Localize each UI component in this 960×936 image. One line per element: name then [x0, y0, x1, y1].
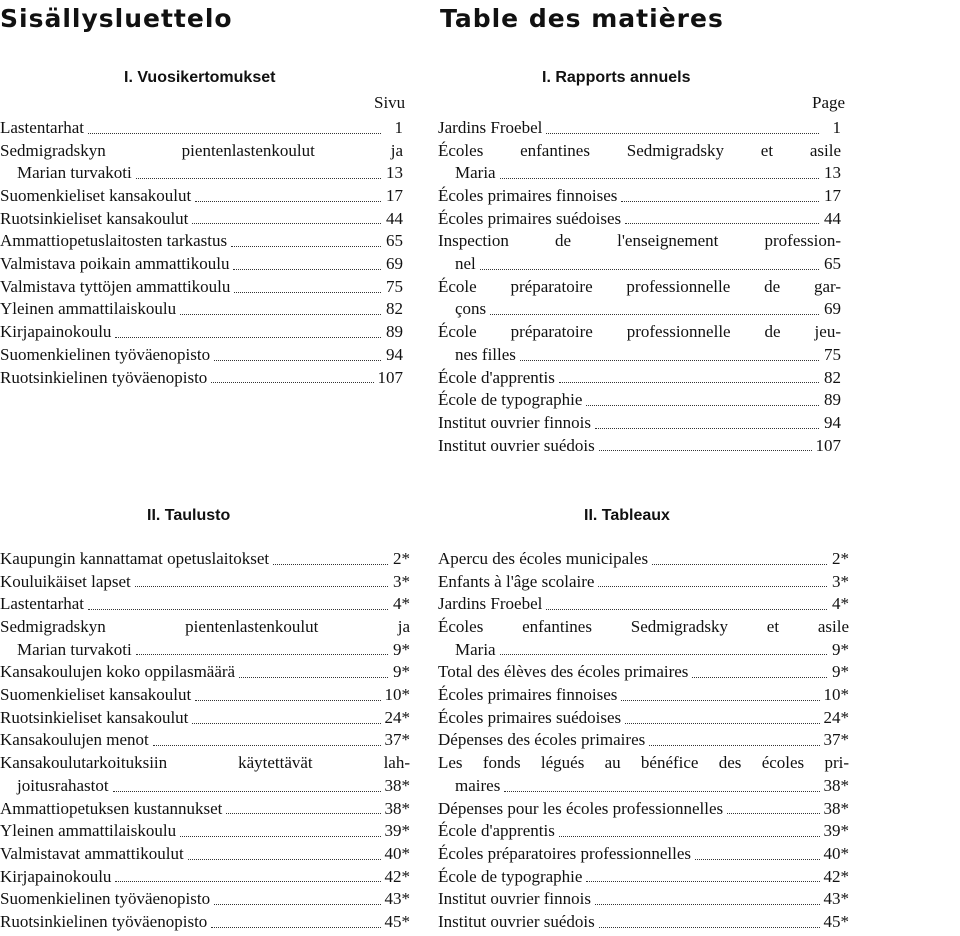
page-number: 38*	[823, 775, 849, 795]
entry-title: Ruotsinkieliset kansakoulut	[0, 707, 189, 727]
page-number: 40*	[384, 843, 410, 863]
entry-title: çons	[455, 299, 487, 319]
dot-leader	[546, 609, 827, 610]
finnish-table-entry	[0, 684, 410, 707]
french-annual-report-entry	[438, 412, 841, 435]
french-annual-report-entry	[438, 185, 841, 208]
page-number: 24*	[384, 707, 410, 727]
french-table-entry	[438, 752, 849, 775]
dot-leader	[625, 223, 819, 224]
dot-leader	[649, 745, 819, 746]
dot-leader	[192, 223, 381, 224]
entry-title: maires	[455, 775, 501, 795]
finnish-table-entry	[0, 571, 410, 594]
page-number: 107	[377, 367, 403, 387]
dot-leader	[195, 201, 381, 202]
finnish-table-entry	[0, 616, 410, 639]
page-number: 13	[386, 163, 403, 183]
finnish-table-entry	[0, 843, 410, 866]
entry-title: Sedmigradskyn pientenlastenkoulut ja	[0, 140, 403, 160]
dot-leader	[234, 292, 381, 293]
page-number: 3*	[393, 571, 410, 591]
entry-title: Maria	[455, 639, 496, 659]
dot-leader	[504, 791, 819, 792]
french-table-entry	[438, 911, 849, 934]
entry-title: École d'apprentis	[438, 821, 555, 841]
page-number: 82	[386, 299, 403, 319]
page-number: 9*	[832, 639, 849, 659]
entry-title: joitusrahastot	[17, 775, 109, 795]
entry-title: Institut ouvrier suédois	[438, 911, 595, 931]
page-number: 1	[832, 117, 841, 137]
entry-title: Écoles primaires suédoises	[438, 707, 622, 727]
finnish-title: Sisällysluettelo	[0, 4, 233, 33]
entry-title: Kansakoulujen menot	[0, 730, 149, 750]
dot-leader	[233, 269, 381, 270]
page-number: 3*	[832, 571, 849, 591]
entry-title: Écoles enfantines Sedmigradsky et asile	[438, 140, 841, 160]
finnish-table-entry	[0, 707, 410, 730]
dot-leader	[88, 133, 381, 134]
page-number: 37*	[384, 730, 410, 750]
entry-title: Kansakoulutarkoituksiin käytettävät lah-	[0, 753, 410, 773]
dot-leader	[188, 859, 381, 860]
page-number: 9*	[393, 662, 410, 682]
entry-title: Ammattiopetuksen kustannukset	[0, 798, 223, 818]
page-number: 4*	[393, 594, 410, 614]
dot-leader	[214, 904, 380, 905]
entry-title: Apercu des écoles municipales	[438, 548, 649, 568]
french-table-entry	[438, 593, 849, 616]
finnish-table-entry	[0, 661, 410, 684]
dot-leader	[695, 859, 819, 860]
french-title: Table des matières	[440, 4, 724, 33]
finnish-annual-report-entry	[0, 367, 403, 390]
entry-title: École de typographie	[438, 390, 583, 410]
entry-title: Valmistavat ammattikoulut	[0, 843, 184, 863]
french-annual-report-entry	[438, 208, 841, 231]
page-number: 2*	[832, 548, 849, 568]
entry-title: Kaupungin kannattamat opetuslaitokset	[0, 548, 270, 568]
finnish-table-entry	[0, 866, 410, 889]
dot-leader	[115, 337, 381, 338]
dot-leader	[195, 700, 380, 701]
finnish-annual-reports-list	[0, 117, 403, 389]
entry-title: Total des élèves des écoles primaires	[438, 662, 689, 682]
entry-title: Valmistava tyttöjen ammattikoulu	[0, 276, 231, 296]
page-number: 43*	[823, 889, 849, 909]
page-number: 10*	[823, 685, 849, 705]
dot-leader	[546, 133, 819, 134]
page-number: 89	[824, 390, 841, 410]
finnish-section-1-heading: I. Vuosikertomukset	[124, 69, 276, 86]
page-number: 1	[394, 117, 403, 137]
entry-title: Ruotsinkielinen työväenopisto	[0, 911, 208, 931]
dot-leader	[273, 564, 388, 565]
entry-title: nes filles	[455, 344, 516, 364]
french-section-2-heading: II. Tableaux	[584, 507, 670, 524]
dot-leader	[559, 382, 819, 383]
entry-title: Ruotsinkielinen työväenopisto	[0, 367, 208, 387]
finnish-annual-report-entry	[0, 230, 403, 253]
dot-leader	[136, 654, 388, 655]
entry-title: Dépenses des écoles primaires	[438, 730, 646, 750]
french-table-entry	[438, 775, 849, 798]
finnish-page-column-header: Sivu	[374, 93, 406, 112]
french-table-entry	[438, 866, 849, 889]
french-annual-report-entry	[438, 321, 841, 344]
dot-leader	[621, 700, 819, 701]
french-annual-report-entry	[438, 344, 841, 367]
finnish-table-entry	[0, 730, 410, 753]
dot-leader	[135, 586, 388, 587]
entry-title: Suomenkieliset kansakoulut	[0, 186, 192, 206]
finnish-table-entry	[0, 798, 410, 821]
page-number: 69	[824, 299, 841, 319]
dot-leader	[113, 791, 381, 792]
page-number: 10*	[384, 685, 410, 705]
entry-title: Écoles primaires finnoises	[438, 685, 618, 705]
finnish-section-2-heading: II. Taulusto	[147, 507, 231, 524]
entry-title: Jardins Froebel	[438, 117, 543, 137]
finnish-tables-list	[0, 548, 410, 934]
page-number: 39*	[823, 821, 849, 841]
dot-leader	[136, 178, 381, 179]
page-number: 17	[386, 186, 403, 206]
entry-title: Écoles primaires finnoises	[438, 186, 618, 206]
dot-leader	[180, 836, 380, 837]
page-number: 89	[386, 322, 403, 342]
entry-title: Lastentarhat	[0, 594, 85, 614]
page-number: 45*	[384, 911, 410, 931]
entry-title: Suomenkielinen työväenopisto	[0, 344, 211, 364]
dot-leader	[625, 723, 819, 724]
french-annual-report-entry	[438, 117, 841, 140]
entry-title: Yleinen ammattilaiskoulu	[0, 821, 177, 841]
dot-leader	[586, 881, 819, 882]
entry-title: Enfants à l'âge scolaire	[438, 571, 595, 591]
dot-leader	[214, 360, 381, 361]
french-page-column-header: Page	[812, 93, 846, 112]
french-table-entry	[438, 707, 849, 730]
french-table-entry	[438, 571, 849, 594]
finnish-table-entry	[0, 548, 410, 571]
page-number: 38*	[384, 798, 410, 818]
french-section-1-heading: I. Rapports annuels	[542, 69, 691, 86]
french-table-entry	[438, 798, 849, 821]
page-number: 69	[386, 254, 403, 274]
french-annual-report-entry	[438, 162, 841, 185]
finnish-annual-report-entry	[0, 117, 403, 140]
entry-title: Maria	[455, 163, 496, 183]
entry-title: Suomenkieliset kansakoulut	[0, 685, 192, 705]
dot-leader	[211, 927, 380, 928]
french-tables-list	[438, 548, 849, 934]
dot-leader	[652, 564, 827, 565]
french-annual-reports-list	[438, 117, 841, 457]
dot-leader	[180, 314, 381, 315]
finnish-annual-report-entry	[0, 321, 403, 344]
page-number: 13	[824, 163, 841, 183]
dot-leader	[599, 927, 820, 928]
page-number: 2*	[393, 548, 410, 568]
page-number: 9*	[832, 662, 849, 682]
entry-title: Dépenses pour les écoles professionnelles	[438, 798, 724, 818]
entry-title: Sedmigradskyn pientenlastenkoulut ja	[0, 617, 410, 637]
page-number: 38*	[384, 775, 410, 795]
entry-title: Institut ouvrier suédois	[438, 435, 595, 455]
page-number: 44	[824, 208, 841, 228]
page-number: 42*	[823, 866, 849, 886]
dot-leader	[500, 654, 827, 655]
finnish-table-entry	[0, 820, 410, 843]
entry-title: Kirjapainokoulu	[0, 322, 112, 342]
french-table-entry	[438, 684, 849, 707]
entry-title: Marian turvakoti	[17, 639, 132, 659]
page-number: 82	[824, 367, 841, 387]
french-annual-report-entry	[438, 276, 841, 299]
dot-leader	[559, 836, 820, 837]
dot-leader	[490, 314, 819, 315]
finnish-annual-report-entry	[0, 185, 403, 208]
entry-title: Écoles enfantines Sedmigradsky et asile	[438, 617, 849, 637]
dot-leader	[231, 246, 381, 247]
page-number: 24*	[823, 707, 849, 727]
finnish-annual-report-entry	[0, 140, 403, 163]
finnish-annual-report-entry	[0, 344, 403, 367]
entry-title: École d'apprentis	[438, 367, 555, 387]
french-table-entry	[438, 661, 849, 684]
french-annual-report-entry	[438, 367, 841, 390]
dot-leader	[226, 813, 380, 814]
page-number: 94	[386, 344, 403, 364]
page-number: 45*	[823, 911, 849, 931]
entry-title: Yleinen ammattilaiskoulu	[0, 299, 177, 319]
finnish-table-entry	[0, 911, 410, 934]
dot-leader	[621, 201, 819, 202]
entry-title: Jardins Froebel	[438, 594, 543, 614]
finnish-annual-report-entry	[0, 276, 403, 299]
dot-leader	[88, 609, 388, 610]
page-number: 38*	[823, 798, 849, 818]
french-table-entry	[438, 888, 849, 911]
entry-title: Ruotsinkieliset kansakoulut	[0, 208, 189, 228]
french-annual-report-entry	[438, 299, 841, 322]
entry-title: École de typographie	[438, 866, 583, 886]
entry-title: École préparatoire professionnelle de gar-	[438, 276, 841, 296]
finnish-annual-report-entry	[0, 162, 403, 185]
finnish-table-entry	[0, 775, 410, 798]
entry-title: Institut ouvrier finnois	[438, 412, 591, 432]
dot-leader	[595, 904, 820, 905]
dot-leader	[192, 723, 380, 724]
entry-title: Institut ouvrier finnois	[438, 889, 591, 909]
entry-title: École préparatoire professionnelle de jeu-	[438, 322, 841, 342]
dot-leader	[500, 178, 819, 179]
french-annual-report-entry	[438, 435, 841, 458]
finnish-annual-report-entry	[0, 299, 403, 322]
page-number: 65	[386, 231, 403, 251]
entry-title: Suomenkielinen työväenopisto	[0, 889, 211, 909]
dot-leader	[153, 745, 381, 746]
page-number: 44	[386, 208, 403, 228]
entry-title: Lastentarhat	[0, 117, 85, 137]
entry-title: Marian turvakoti	[17, 163, 132, 183]
page-number: 4*	[832, 594, 849, 614]
page-number: 43*	[384, 889, 410, 909]
french-annual-report-entry	[438, 230, 841, 253]
dot-leader	[115, 881, 380, 882]
page-number: 39*	[384, 821, 410, 841]
finnish-table-entry	[0, 593, 410, 616]
french-annual-report-entry	[438, 389, 841, 412]
french-annual-report-entry	[438, 253, 841, 276]
dot-leader	[211, 382, 373, 383]
french-table-entry	[438, 730, 849, 753]
dot-leader	[692, 677, 827, 678]
entry-title: Kirjapainokoulu	[0, 866, 112, 886]
entry-title: Les fonds légués au bénéfice des écoles pri-	[438, 753, 849, 773]
page-number: 9*	[393, 639, 410, 659]
entry-title: Ammattiopetuslaitosten tarkastus	[0, 231, 228, 251]
dot-leader	[727, 813, 819, 814]
page-number: 65	[824, 254, 841, 274]
page-number: 107	[815, 435, 841, 455]
page-number: 94	[824, 412, 841, 432]
french-table-entry	[438, 639, 849, 662]
page-number: 37*	[823, 730, 849, 750]
page-number: 40*	[823, 843, 849, 863]
finnish-table-entry	[0, 752, 410, 775]
page-number: 75	[386, 276, 403, 296]
finnish-table-entry	[0, 888, 410, 911]
dot-leader	[598, 586, 827, 587]
page-number: 75	[824, 344, 841, 364]
dot-leader	[599, 450, 812, 451]
dot-leader	[595, 428, 819, 429]
french-table-entry	[438, 548, 849, 571]
french-table-entry	[438, 820, 849, 843]
french-annual-report-entry	[438, 140, 841, 163]
entry-title: Kansakoulujen koko oppilasmäärä	[0, 662, 236, 682]
dot-leader	[239, 677, 388, 678]
entry-title: Écoles préparatoires professionnelles	[438, 843, 692, 863]
french-table-entry	[438, 616, 849, 639]
entry-title: Kouluikäiset lapset	[0, 571, 131, 591]
entry-title: Valmistava poikain ammattikoulu	[0, 254, 230, 274]
entry-title: Inspection de l'enseignement profession-	[438, 231, 841, 251]
page-number: 42*	[384, 866, 410, 886]
entry-title: nel	[455, 254, 476, 274]
entry-title: Écoles primaires suédoises	[438, 208, 622, 228]
dot-leader	[520, 360, 819, 361]
finnish-annual-report-entry	[0, 208, 403, 231]
dot-leader	[586, 405, 819, 406]
finnish-annual-report-entry	[0, 253, 403, 276]
finnish-table-entry	[0, 639, 410, 662]
french-table-entry	[438, 843, 849, 866]
dot-leader	[480, 269, 819, 270]
page-number: 17	[824, 186, 841, 206]
